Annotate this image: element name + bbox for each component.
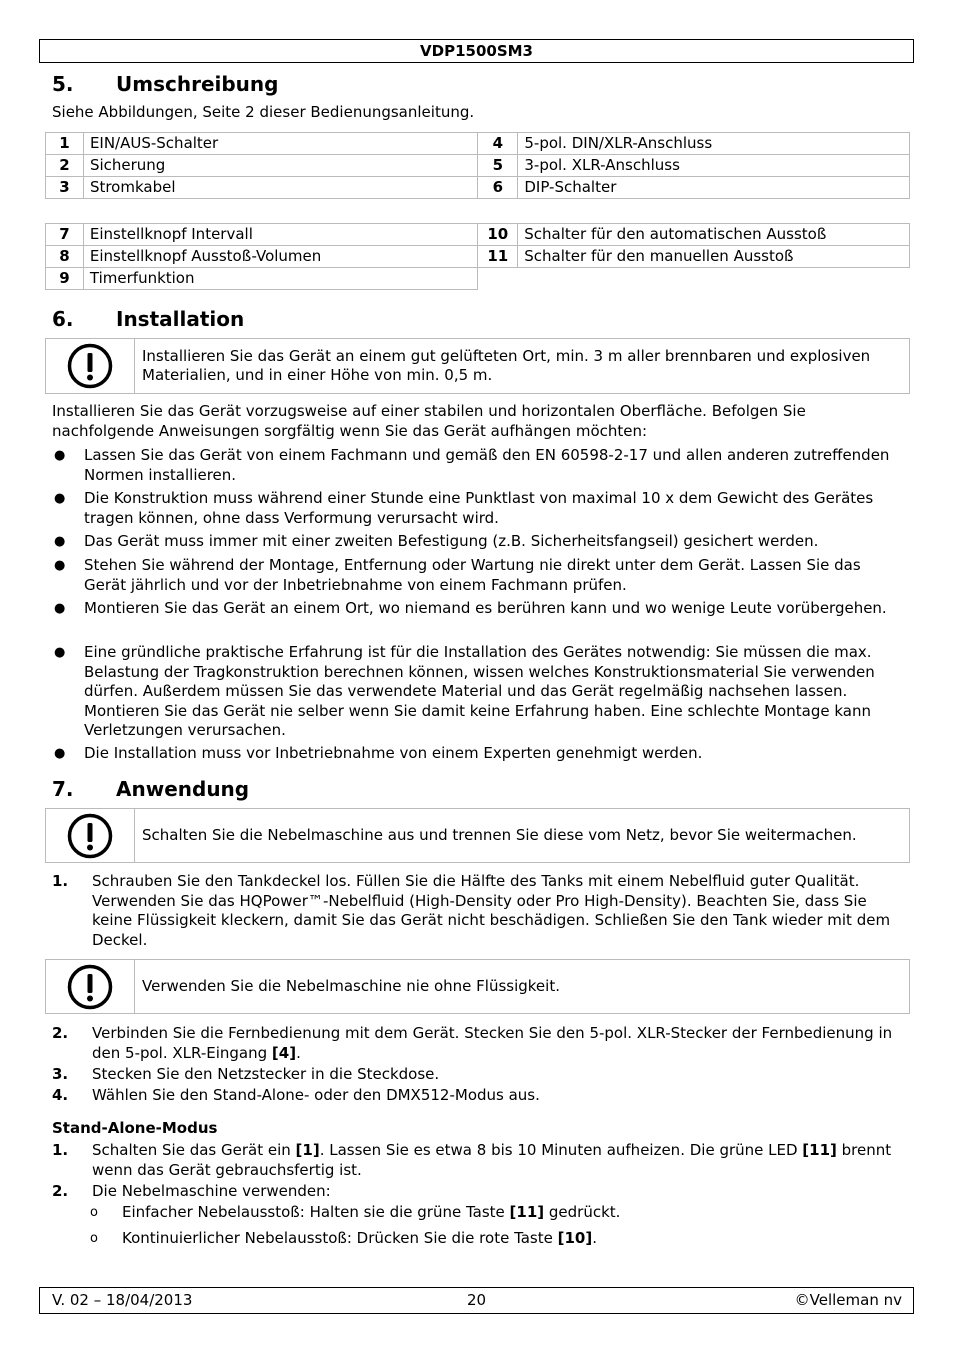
part-label: Schalter für den automatischen Ausstoß — [518, 224, 910, 246]
part-number: 1 — [46, 133, 84, 155]
step-number: 2. — [52, 1024, 69, 1042]
section-number: 7. — [52, 777, 74, 801]
ref-label: [11] — [509, 1203, 545, 1221]
text-part: Einfacher Nebelausstoß: Halten sie die grüne Taste — [122, 1203, 510, 1221]
step-number: 2. — [52, 1182, 69, 1200]
ref-label: [10] — [557, 1229, 593, 1247]
text-part: Kontinuierlicher Nebelausstoß: Drücken Sie die rote Taste — [122, 1229, 558, 1247]
warning-text: Installieren Sie das Gerät an einem gut gelüfteten Ort, min. 3 m aller brennbaren und explosiven Materialien, und in einer Höhe von min. 0,5 m. — [142, 346, 871, 384]
part-number: 9 — [46, 268, 84, 290]
step-text-part: Verbinden Sie die Fernbedienung mit dem Gerät. Stecken Sie den 5-pol. XLR-Stecker der Fernbedienung in den 5-pol. XLR-Eingang — [92, 1024, 893, 1062]
table-row — [46, 177, 910, 199]
page-header — [39, 39, 914, 63]
footer-page-number: 20 — [466, 1291, 487, 1309]
parts-table-2 — [45, 223, 910, 290]
bullet-icon: ● — [54, 558, 66, 573]
warning-box — [45, 338, 910, 394]
table-row — [46, 155, 910, 177]
empty-cell — [478, 268, 518, 290]
step-text — [92, 1141, 904, 1180]
step-text: Wählen Sie den Stand-Alone- oder den DMX512-Modus aus. — [92, 1086, 540, 1104]
parts-table-1 — [45, 132, 910, 199]
step-text: Die Nebelmaschine verwenden: — [92, 1182, 331, 1200]
step-text: Schrauben Sie den Tankdeckel los. Füllen Sie die Hälfte des Tanks mit einem Nebelfluid guter Qualität. Verwenden Sie das HQPower™-Nebelfluid (High-Density oder Pro High-Density). Beachten Sie, dass Sie keine Flüssigkeit kleckern, damit Sie das Gerät nicht beschädigen. Schließen Sie den Tank wieder mit dem Deckel. — [92, 872, 891, 949]
bullet-icon: ● — [54, 746, 66, 761]
bullet-text: Stehen Sie während der Montage, Entfernung oder Wartung nie direkt unter dem Gerät. Lassen Sie das Gerät jährlich und vor der Inbetriebnahme von einem Fachmann prüfen. — [84, 556, 861, 594]
part-label: Timerfunktion — [83, 268, 477, 290]
bullet-icon: ● — [54, 601, 66, 616]
part-label: Einstellknopf Ausstoß-Volumen — [83, 246, 477, 268]
circle-bullet-icon: o — [90, 1205, 98, 1220]
warning-icon — [46, 339, 135, 393]
bullet-icon: ● — [54, 645, 66, 660]
table-row — [46, 268, 910, 290]
part-label: EIN/AUS-Schalter — [83, 133, 477, 155]
bullet-text: Die Konstruktion muss während einer Stunde eine Punktlast von maximal 10 x dem Gewicht des Gerätes tragen können, ohne dass Verformung verursacht wird. — [84, 489, 874, 527]
bullet-text: Die Installation muss vor Inbetriebnahme von einem Experten genehmigt werden. — [84, 744, 703, 762]
part-number: 4 — [478, 133, 518, 155]
bullet-text: Lassen Sie das Gerät von einem Fachmann und gemäß den EN 60598-2-17 und allen anderen zutreffenden Normen installieren. — [84, 446, 890, 484]
table-row — [46, 224, 910, 246]
ref-label: [1] — [295, 1141, 320, 1159]
header-title: VDP1500SM3 — [420, 42, 533, 60]
footer-copyright: ©Velleman nv — [794, 1291, 902, 1309]
part-label: Stromkabel — [83, 177, 477, 199]
part-label: DIP-Schalter — [518, 177, 910, 199]
bullet-icon: ● — [54, 534, 66, 549]
part-label: 3-pol. XLR-Anschluss — [518, 155, 910, 177]
bullet-text: Montieren Sie das Gerät an einem Ort, wo niemand es berühren kann und wo wenige Leute vorübergehen. — [84, 599, 887, 617]
empty-cell — [518, 268, 910, 290]
step-number: 4. — [52, 1086, 69, 1104]
step-number: 1. — [52, 1141, 69, 1159]
part-number: 2 — [46, 155, 84, 177]
sub-item-text — [122, 1229, 597, 1249]
section-number: 6. — [52, 307, 74, 331]
part-number: 7 — [46, 224, 84, 246]
ref-label: [4] — [271, 1043, 297, 1062]
warning-icon — [46, 809, 135, 862]
step-text: Stecken Sie den Netzstecker in die Steckdose. — [92, 1065, 440, 1083]
ref-label: [11] — [802, 1141, 837, 1159]
part-label: 5-pol. DIN/XLR-Anschluss — [518, 133, 910, 155]
table-row — [46, 133, 910, 155]
sub-item-text — [122, 1203, 620, 1223]
section-title: Umschreibung — [116, 72, 279, 96]
part-number: 6 — [478, 177, 518, 199]
step-number: 3. — [52, 1065, 69, 1083]
step-text-part: . Lassen Sie es etwa 8 bis 10 Minuten aufheizen. Die grüne LED — [319, 1141, 803, 1159]
warning-text: Schalten Sie die Nebelmaschine aus und trennen Sie diese vom Netz, bevor Sie weitermachen. — [142, 825, 857, 844]
text-part: gedrückt. — [544, 1203, 621, 1221]
circle-bullet-icon: o — [90, 1231, 98, 1246]
step-text-part: brennt wenn das Gerät gebrauchsfertig ist. — [92, 1141, 892, 1179]
part-label: Schalter für den manuellen Ausstoß — [518, 246, 910, 268]
part-number: 8 — [46, 246, 84, 268]
part-number: 3 — [46, 177, 84, 199]
table-row — [46, 246, 910, 268]
part-number: 10 — [478, 224, 518, 246]
part-label: Sicherung — [83, 155, 477, 177]
step-text-part: Schalten Sie das Gerät ein — [92, 1141, 296, 1159]
section-number: 5. — [52, 72, 74, 96]
section-title: Installation — [116, 307, 245, 331]
step-text — [92, 1024, 904, 1063]
bullet-icon: ● — [54, 491, 66, 506]
warning-icon — [46, 960, 135, 1013]
section-title: Anwendung — [116, 777, 250, 801]
footer-version: V. 02 – 18/04/2013 — [52, 1291, 193, 1309]
part-number: 11 — [478, 246, 518, 268]
section-5-intro: Siehe Abbildungen, Seite 2 dieser Bedienungsanleitung. — [52, 103, 475, 121]
text-part: . — [592, 1229, 598, 1247]
bullet-text: Das Gerät muss immer mit einer zweiten Befestigung (z.B. Sicherheitsfangseil) gesichert werden. — [84, 532, 819, 550]
subheading-standalone: Stand-Alone-Modus — [52, 1119, 218, 1137]
warning-text: Verwenden Sie die Nebelmaschine nie ohne Flüssigkeit. — [142, 976, 560, 995]
step-number: 1. — [52, 872, 69, 890]
bullet-text: Eine gründliche praktische Erfahrung ist für die Installation des Gerätes notwendig: Sie müssen die max. Belastung der Tragkonstruktion berechnen können, wissen welches Konstruktionsmaterial Sie verwenden dürfen. Außerdem müssen Sie das verwendete Material und das Gerät regelmäßig nachsehen lassen. Montieren Sie das Gerät nie selber wenn Sie damit keine Erfahrung haben. Eine schlechte Montage kann Verletzungen verursachen. — [84, 643, 875, 739]
warning-box — [45, 808, 910, 863]
warning-box — [45, 959, 910, 1014]
bullet-icon: ● — [54, 448, 66, 463]
section-6-intro: Installieren Sie das Gerät vorzugsweise auf einer stabilen und horizontalen Oberfläche. Befolgen Sie nachfolgende Anweisungen sorgfältig wenn Sie das Gerät aufhängen möchten: — [52, 402, 806, 440]
step-text-part: . — [296, 1043, 301, 1062]
part-number: 5 — [478, 155, 518, 177]
page-footer — [39, 1287, 914, 1314]
part-label: Einstellknopf Intervall — [83, 224, 477, 246]
